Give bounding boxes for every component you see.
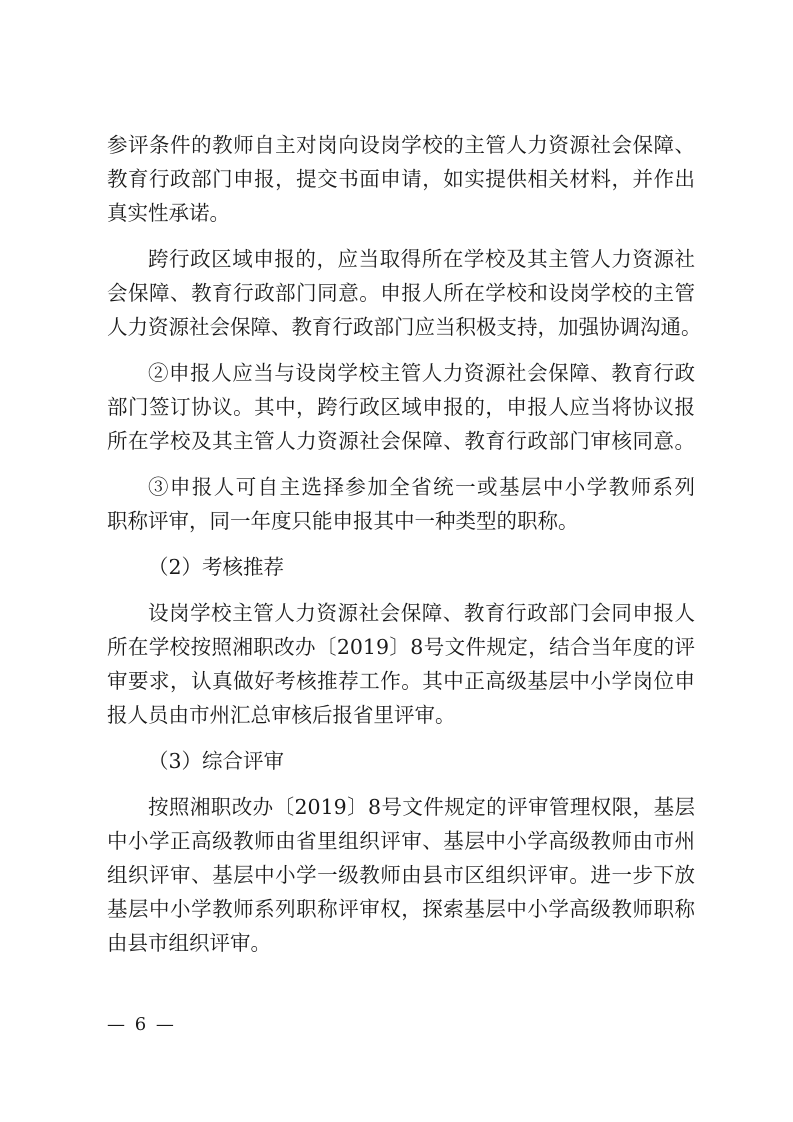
text-line: 所在学校按照湘职改办〔2019〕8号文件规定，结合当年度的评 — [107, 635, 695, 659]
text-line: 部门签订协议。其中，跨行政区域申报的，申报人应当将协议报 — [107, 395, 695, 419]
text-line: 人力资源社会保障、教育行政部门应当积极支持，加强协调沟通。 — [107, 315, 702, 339]
text-line: ②申报人应当与设岗学校主管人力资源社会保障、教育行政 — [148, 361, 695, 385]
text-line: 会保障、教育行政部门同意。申报人所在学校和设岗学校的主管 — [107, 281, 695, 305]
paragraph-3 — [107, 356, 695, 458]
paragraph-1 — [107, 128, 695, 230]
text-line: 所在学校及其主管人力资源社会保障、教育行政部门审核同意。 — [107, 429, 695, 453]
text-line: 教育行政部门申报，提交书面申请，如实提供相关材料，并作出 — [107, 167, 695, 191]
text-line: 跨行政区域申报的，应当取得所在学校及其主管人力资源社 — [148, 247, 695, 271]
paragraph-4 — [107, 470, 695, 538]
page-number: — 6 — — [107, 1014, 176, 1035]
text-line: 中小学正高级教师由省里组织评审、基层中小学高级教师由市州 — [107, 829, 695, 853]
text-line: 真实性承诺。 — [107, 201, 230, 225]
text-line: ③申报人可自主选择参加全省统一或基层中小学教师系列 — [148, 475, 695, 499]
text-line: 设岗学校主管人力资源社会保障、教育行政部门会同申报人 — [148, 601, 695, 625]
text-line: 审要求，认真做好考核推荐工作。其中正高级基层中小学岗位申 — [107, 669, 695, 693]
paragraph-6 — [107, 596, 695, 732]
text-line: 职称评审，同一年度只能申报其中一种类型的职称。 — [107, 509, 579, 533]
document-body — [107, 128, 702, 960]
text-line: 基层中小学教师系列职称评审权，探索基层中小学高级教师职称 — [107, 897, 695, 921]
text-line: 参评条件的教师自主对岗向设岗学校的主管人力资源社会保障、 — [107, 133, 695, 157]
section-heading-review — [107, 744, 695, 778]
text-line: 组织评审、基层中小学一级教师由县市区组织评审。进一步下放 — [107, 863, 695, 887]
section-heading-assessment — [107, 550, 695, 584]
text-line: 按照湘职改办〔2019〕8号文件规定的评审管理权限，基层 — [148, 795, 695, 819]
text-line: 报人员由市州汇总审核后报省里评审。 — [107, 703, 456, 727]
section-heading: （3）综合评审 — [148, 749, 285, 773]
paragraph-2 — [107, 242, 702, 344]
paragraph-8 — [107, 790, 695, 960]
section-heading: （2）考核推荐 — [148, 555, 285, 579]
text-line: 由县市组织评审。 — [107, 931, 271, 955]
